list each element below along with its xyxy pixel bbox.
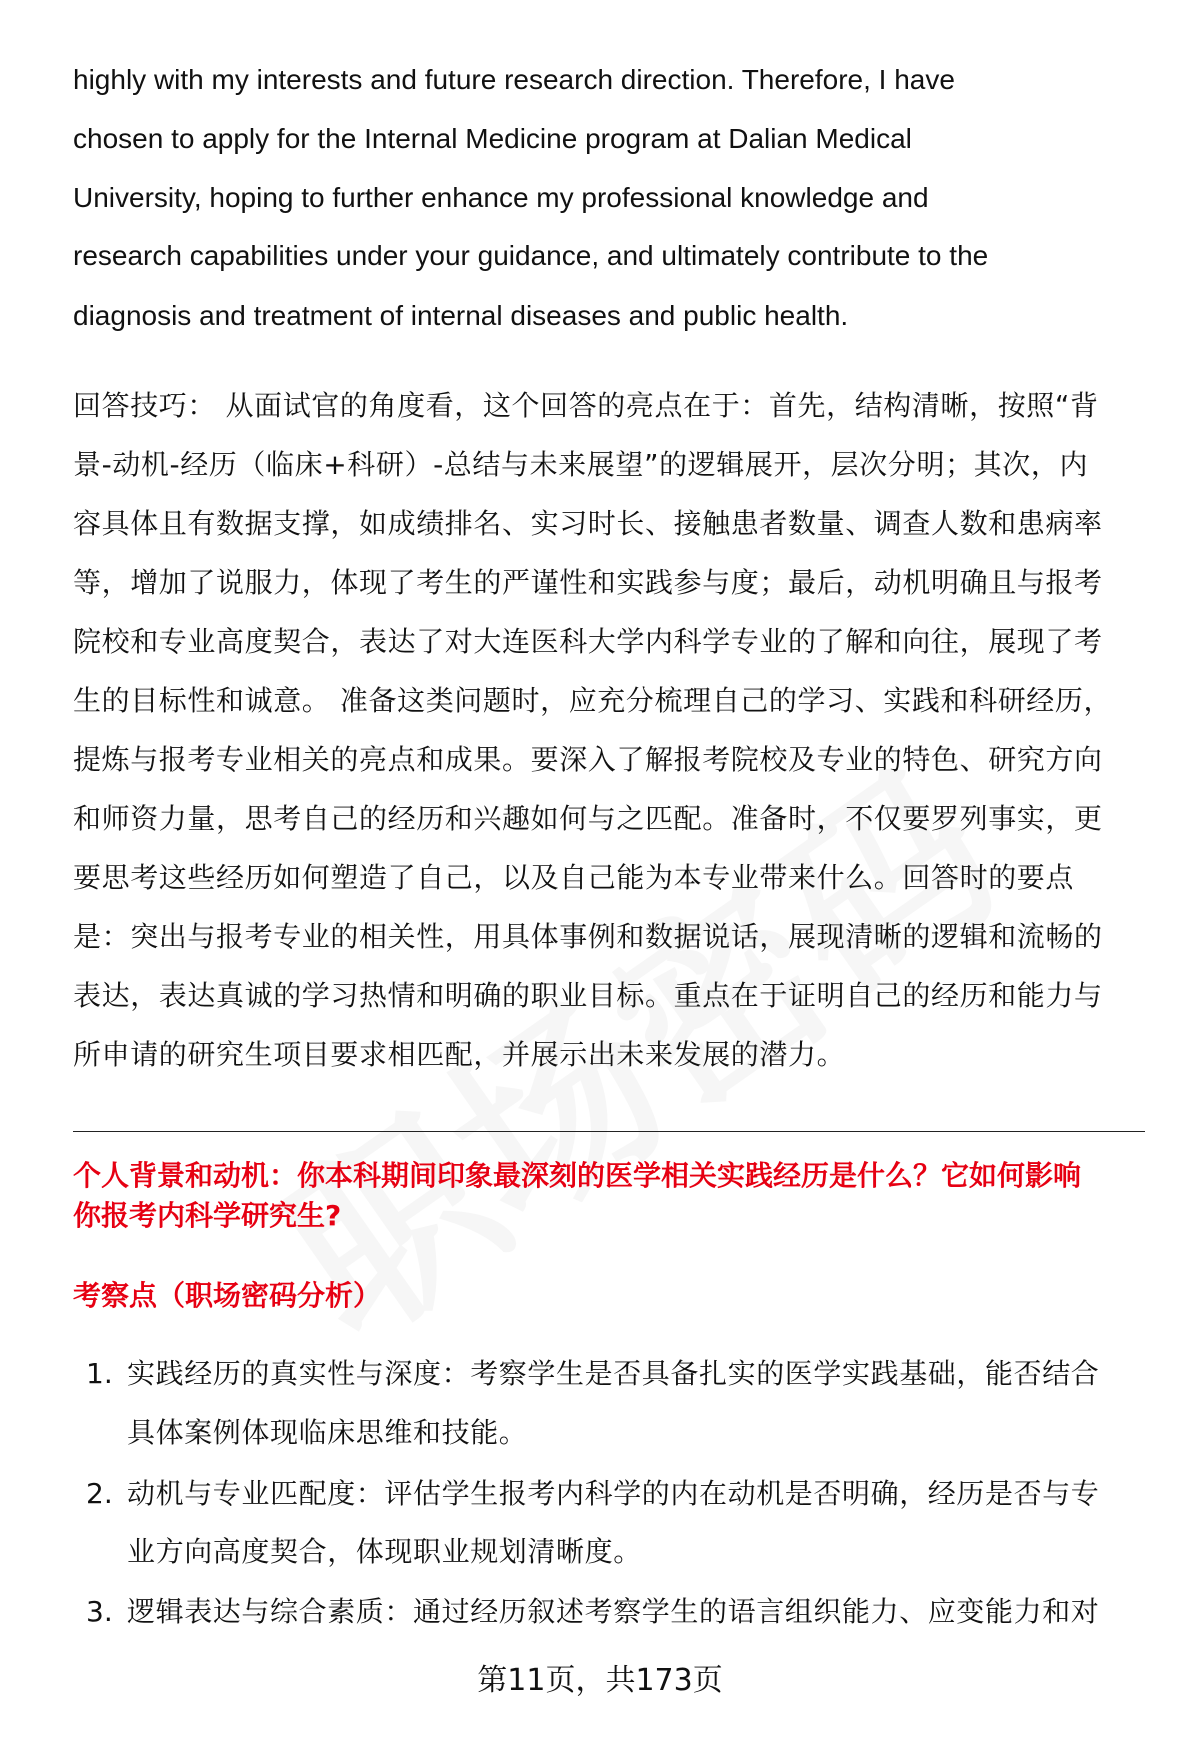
text-line: 回答技巧： 从面试官的角度看，这个回答的亮点在于：首先，结构清晰，按照“背 (73, 389, 1099, 422)
list-item-line: 业方向高度契合，体现职业规划清晰度。 (127, 1535, 642, 1568)
text-line: 和师资力量，思考自己的经历和兴趣如何与之匹配。准备时，不仅要罗列事实，更 (73, 802, 1103, 835)
heading-line: 个人背景和动机：你本科期间印象最深刻的医学相关实践经历是什么？它如何影响 (73, 1159, 1082, 1192)
text-line: 景-动机-经历（临床+科研）-总结与未来展望”的逻辑展开，层次分明；其次，内 (73, 448, 1089, 481)
heading-line: 你报考内科学研究生? (73, 1199, 342, 1232)
text-line: 表达，表达真诚的学习热情和明确的职业目标。重点在于证明自己的经历和能力与 (73, 979, 1103, 1012)
list-number: 3. (86, 1595, 113, 1628)
page-number: 第11页，共173页 (477, 1663, 723, 1698)
text-line: 生的目标性和诚意。 准备这类问题时，应充分梳理自己的学习、实践和科研经历， (73, 684, 1113, 717)
text-line: highly with my interests and future research direction. Therefore, I have (73, 64, 955, 95)
text-line: 提炼与报考专业相关的亮点和成果。要深入了解报考院校及专业的特色、研究方向 (73, 743, 1103, 776)
section-divider (73, 1131, 1145, 1132)
text-line: 要思考这些经历如何塑造了自己，以及自己能为本专业带来什么。回答时的要点 (73, 861, 1075, 894)
text-line: 是：突出与报考专业的相关性，用具体事例和数据说话，展现清晰的逻辑和流畅的 (73, 920, 1103, 953)
text-line: 所申请的研究生项目要求相匹配，并展示出未来发展的潜力。 (73, 1038, 846, 1071)
text-line: 容具体且有数据支撑，如成绩排名、实习时长、接触患者数量、调查人数和患病率 (73, 507, 1103, 540)
text-line: research capabilities under your guidance, and ultimately contribute to the (73, 240, 989, 271)
text-line: diagnosis and treatment of internal diseases and public health. (73, 300, 849, 331)
list-item-line: 实践经历的真实性与深度：考察学生是否具备扎实的医学实践基础，能否结合 (127, 1357, 1100, 1390)
text-line: 院校和专业高度契合，表达了对大连医科大学内科学专业的了解和向往，展现了考 (73, 625, 1103, 658)
list-item-line: 逻辑表达与综合素质：通过经历叙述考察学生的语言组织能力、应变能力和对 (127, 1595, 1100, 1628)
list-item-line: 动机与专业匹配度：评估学生报考内科学的内在动机是否明确，经历是否与专 (127, 1477, 1100, 1510)
list-number: 2. (86, 1477, 113, 1510)
list-number: 1. (86, 1357, 113, 1390)
text-line: University, hoping to further enhance my professional knowledge and (73, 182, 929, 213)
sub-heading: 考察点（职场密码分析） (73, 1279, 382, 1312)
text-line: 等，增加了说服力，体现了考生的严谨性和实践参与度；最后，动机明确且与报考 (73, 566, 1103, 599)
text-line: chosen to apply for the Internal Medicine program at Dalian Medical (73, 123, 912, 154)
list-item-line: 具体案例体现临床思维和技能。 (127, 1416, 528, 1449)
